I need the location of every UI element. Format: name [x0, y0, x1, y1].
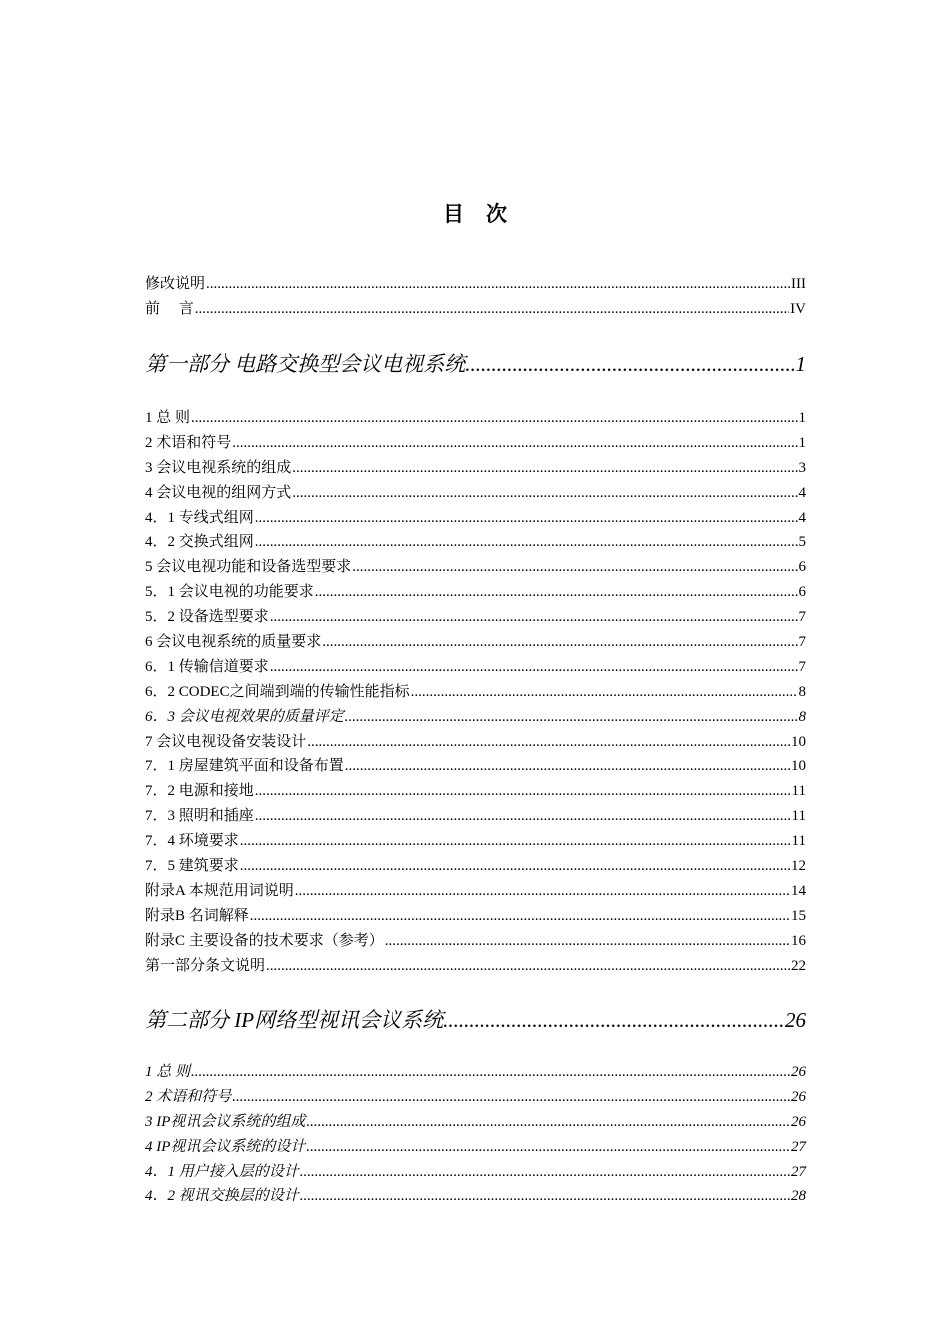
toc-entry[interactable]	[145, 1184, 806, 1209]
dot-leader	[385, 929, 790, 954]
toc-entry-page: 4	[798, 509, 806, 526]
dot-leader	[195, 297, 789, 322]
toc-entry-page: 14	[791, 882, 806, 899]
toc-entry[interactable]	[145, 680, 806, 705]
toc-entry[interactable]	[145, 879, 806, 904]
toc-part1-list	[145, 406, 806, 978]
dot-leader	[206, 272, 790, 297]
dot-leader	[300, 1160, 790, 1185]
toc-entry[interactable]	[145, 929, 806, 954]
dot-leader	[345, 754, 790, 779]
toc-entry-page: 6	[798, 584, 806, 601]
toc-entry-page: 10	[791, 758, 806, 775]
dot-leader	[240, 854, 790, 879]
toc-entry-label: 第一部分条文说明	[145, 957, 266, 974]
dot-leader	[270, 605, 798, 630]
toc-entry-page: 11	[791, 833, 806, 850]
page-title: 目次	[443, 202, 529, 226]
toc-entry-label: 2 术语和符号	[145, 1088, 232, 1105]
toc-entry-label: 4 会议电视的组网方式	[145, 484, 292, 501]
toc-entry-page: 6	[798, 559, 806, 576]
toc-part2-heading[interactable]	[145, 1000, 806, 1040]
toc-entry[interactable]	[145, 481, 806, 506]
toc-entry-label: 6．1 传输信道要求	[145, 658, 269, 675]
toc-entry-page: 7	[798, 609, 806, 626]
toc-entry[interactable]	[145, 779, 806, 804]
toc-entry-label: 4．1 专线式组网	[145, 509, 254, 526]
part-heading-page: 26	[785, 1008, 806, 1032]
toc-entry-label: 6．2 CODEC之间端到端的传输性能指标	[145, 683, 410, 700]
toc-entry-page: 1	[798, 434, 806, 451]
toc-entry-page: 26	[791, 1113, 806, 1130]
toc-entry-label: 附录C 主要设备的技术要求（参考）	[145, 932, 384, 949]
toc-entry-page: 27	[791, 1138, 806, 1155]
toc-entry-page: 10	[791, 733, 806, 750]
dot-leader	[345, 705, 798, 730]
toc-entry[interactable]	[145, 506, 806, 531]
toc-entry[interactable]	[145, 655, 806, 680]
toc-entry[interactable]	[145, 904, 806, 929]
toc-entry-label: 4．1 用户接入层的设计	[145, 1163, 299, 1180]
toc-entry[interactable]	[145, 730, 806, 755]
dot-leader	[352, 555, 797, 580]
toc-front-matter	[145, 272, 806, 322]
toc-entry[interactable]	[145, 297, 806, 322]
dot-leader	[250, 904, 790, 929]
dot-leader	[292, 481, 797, 506]
toc-entry-page: 3	[798, 459, 806, 476]
toc-entry-page: 4	[798, 484, 806, 501]
dot-leader	[255, 530, 798, 555]
dot-leader	[443, 1000, 785, 1040]
dot-leader	[255, 804, 791, 829]
toc-entry-page: 7	[798, 634, 806, 651]
toc-entry-page: 26	[791, 1088, 806, 1105]
dot-leader	[232, 431, 797, 456]
dot-leader	[191, 1060, 790, 1085]
dot-leader	[306, 1110, 790, 1135]
toc-entry-page: 22	[791, 957, 806, 974]
toc-entry-label: 3 会议电视系统的组成	[145, 459, 292, 476]
toc-part2-list	[145, 1060, 806, 1209]
toc-entry-page: 28	[791, 1188, 806, 1205]
dot-leader	[266, 954, 790, 979]
toc-entry-page: 15	[791, 907, 806, 924]
dot-leader	[300, 1184, 790, 1209]
toc-entry[interactable]	[145, 555, 806, 580]
toc-entry-label: 4 IP视讯会议系统的设计	[145, 1138, 306, 1155]
toc-entry[interactable]	[145, 456, 806, 481]
toc-entry-label: 5．1 会议电视的功能要求	[145, 584, 314, 601]
dot-leader	[255, 779, 791, 804]
toc-entry[interactable]	[145, 954, 806, 979]
toc-entry[interactable]	[145, 630, 806, 655]
toc-entry-label: 6 会议电视系统的质量要求	[145, 634, 322, 651]
toc-entry[interactable]	[145, 705, 806, 730]
toc-entry[interactable]	[145, 1060, 806, 1085]
dot-leader	[295, 879, 790, 904]
toc-entry-page: 8	[798, 683, 806, 700]
toc-entry-page: 27	[791, 1163, 806, 1180]
dot-leader	[306, 1135, 790, 1160]
toc-entry-label: 1 总 则	[145, 410, 191, 426]
toc-entry-page: IV	[790, 300, 806, 317]
dot-leader	[411, 680, 798, 705]
toc-entry-label: 7．1 房屋建筑平面和设备布置	[145, 758, 344, 775]
toc-entry-label: 7．5 建筑要求	[145, 858, 239, 875]
toc-part1-heading[interactable]	[145, 344, 806, 384]
dot-leader	[191, 406, 797, 431]
dot-leader	[255, 506, 798, 531]
part-heading-page: 1	[795, 352, 806, 376]
toc-entry-label: 1 总 则	[145, 1064, 191, 1080]
dot-leader	[240, 829, 791, 854]
toc-entry-label: 7．4 环境要求	[145, 833, 239, 850]
dot-leader	[270, 655, 798, 680]
toc-entry[interactable]	[145, 431, 806, 456]
toc-entry-page: 8	[798, 708, 806, 725]
toc-entry[interactable]	[145, 854, 806, 879]
toc-entry-page: III	[791, 276, 806, 292]
toc-entry-label: 4．2 交换式组网	[145, 534, 254, 551]
toc-entry-label: 修改说明	[145, 276, 206, 292]
toc-entry-label: 7．3 照明和插座	[145, 808, 254, 825]
part-heading-label: 第一部分 电路交换型会议电视系统	[145, 352, 466, 376]
toc-entry-label: 6．3 会议电视效果的质量评定	[145, 708, 344, 725]
toc-entry-page: 16	[791, 932, 806, 949]
toc-entry[interactable]	[145, 754, 806, 779]
dot-leader	[292, 456, 797, 481]
toc-entry-label: 前 言	[145, 300, 194, 317]
dot-leader	[307, 730, 790, 755]
toc-entry[interactable]	[145, 580, 806, 605]
dot-leader	[315, 580, 798, 605]
toc-entry-label: 附录B 名词解释	[145, 907, 249, 924]
toc-entry[interactable]	[145, 804, 806, 829]
toc-entry-label: 5．2 设备选型要求	[145, 609, 269, 626]
toc-entry-page: 7	[798, 658, 806, 675]
toc-entry[interactable]	[145, 829, 806, 854]
dot-leader	[465, 344, 795, 384]
toc-entry-label: 2 术语和符号	[145, 434, 232, 451]
toc-entry[interactable]	[145, 1160, 806, 1185]
dot-leader	[232, 1085, 790, 1110]
toc-entry-page: 12	[791, 858, 806, 875]
toc-entry[interactable]	[145, 406, 806, 431]
toc-entry[interactable]	[145, 1110, 806, 1135]
toc-entry-page: 11	[791, 783, 806, 800]
toc-entry-label: 7 会议电视设备安装设计	[145, 733, 307, 750]
toc-entry-label: 7．2 电源和接地	[145, 783, 254, 800]
toc-entry-label: 5 会议电视功能和设备选型要求	[145, 559, 352, 576]
toc-entry-label: 4．2 视讯交换层的设计	[145, 1188, 299, 1205]
dot-leader	[322, 630, 797, 655]
toc-entry-label: 3 IP视讯会议系统的组成	[145, 1113, 306, 1130]
toc-entry-page: 1	[798, 410, 806, 426]
toc-entry-label: 附录A 本规范用词说明	[145, 882, 294, 899]
part-heading-label: 第二部分 IP网络型视讯会议系统	[145, 1008, 444, 1032]
toc-entry-page: 5	[798, 534, 806, 551]
toc-entry-page: 11	[791, 808, 806, 825]
toc-entry[interactable]	[145, 272, 806, 297]
toc-entry[interactable]	[145, 605, 806, 630]
toc-entry-page: 26	[791, 1064, 806, 1080]
toc-entry[interactable]	[145, 1135, 806, 1160]
toc-entry[interactable]	[145, 530, 806, 555]
toc-entry[interactable]	[145, 1085, 806, 1110]
